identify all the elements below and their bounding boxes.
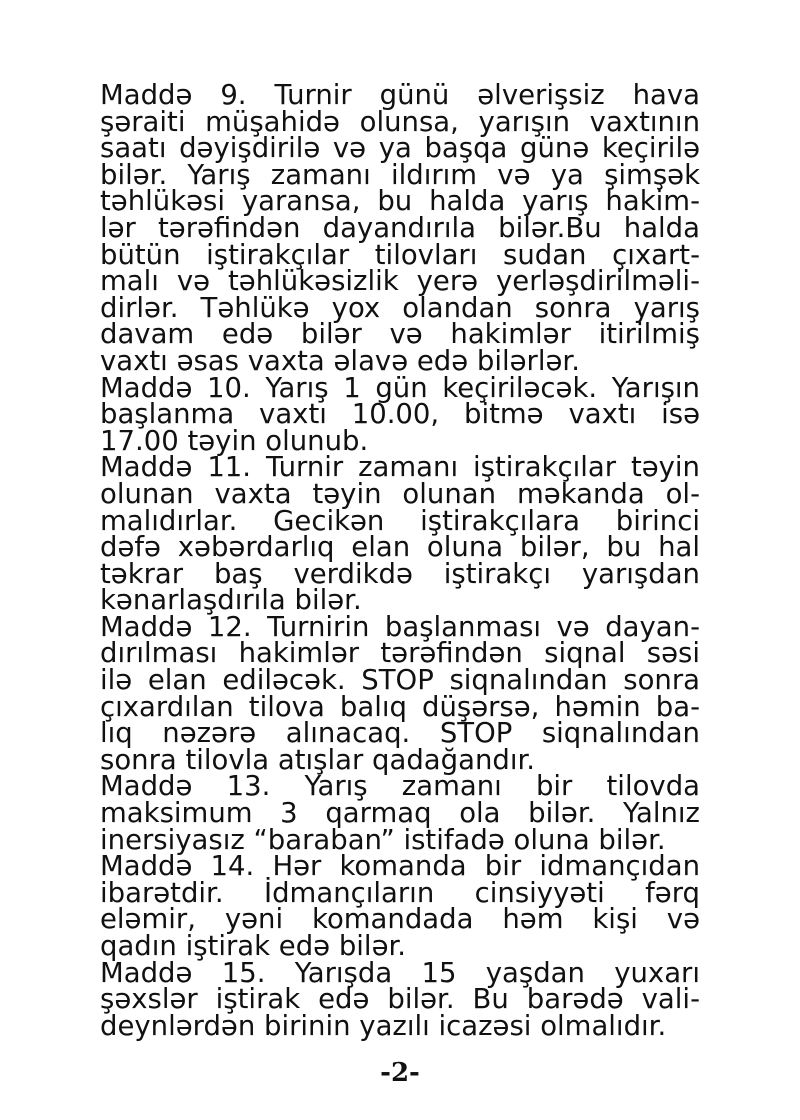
text-line: deynlərdən birinin yazılı icazəsi olmalıdır. (100, 1009, 667, 1042)
text-line: təhlükəsi yaransa, bu halda yarış hakim- (100, 185, 700, 218)
document-body (100, 79, 700, 1042)
text-line: Maddə 11. Turnir zamanı iştirakçılar təyin (100, 451, 700, 484)
article-10 (100, 371, 700, 457)
text-line: dırılması hakimlər tərəfindən siqnal səsi (100, 637, 700, 670)
text-line: çıxardılan tilova balıq düşərsə, həmin ba- (100, 690, 700, 723)
text-line: Maddə 14. Hər komanda bir idmançıdan (100, 850, 700, 883)
page-number: -2- (380, 1058, 420, 1088)
text-line: malı və təhlükəsizlik yerə yerləşdirilməli- (100, 265, 700, 298)
text-line: davam edə bilər və hakimlər itirilmiş (100, 318, 700, 351)
text-line: Maddə 12. Turnirin başlanması və dayan- (100, 610, 700, 643)
text-line: olunan vaxta təyin olunan məkanda ol- (100, 477, 700, 510)
text-line: Maddə 10. Yarış 1 gün keçiriləcək. Yarışın (100, 371, 700, 404)
text-line: təkrar baş verdikdə iştirakçı yarışdan (100, 557, 700, 590)
text-line: şəraiti müşahidə olunsa, yarışın vaxtının (100, 105, 700, 138)
text-line: başlanma vaxtı 10.00, bitmə vaxtı isə (100, 398, 700, 431)
text-line: Maddə 13. Yarış zamanı bir tilovda (100, 770, 700, 803)
text-line: şəxslər iştirak edə bilər. Bu barədə vali- (100, 983, 700, 1016)
text-line: bütün iştirakçılar tilovları sudan çıxart- (100, 238, 700, 271)
text-line: sonra tilovla atışlar qadağandır. (100, 743, 535, 776)
text-line: malıdırlar. Gecikən iştirakçılara birinci (100, 504, 700, 537)
text-line: vaxtı əsas vaxta əlavə edə bilərlər. (100, 344, 580, 377)
text-line: lər tərəfindən dayandırıla bilər.Bu halda (100, 211, 700, 244)
text-line: inersiyasız “baraban” istifadə oluna bilər. (100, 823, 666, 856)
text-line: qadın iştirak edə bilər. (100, 930, 407, 962)
text-line: maksimum 3 qarmaq ola bilər. Yalnız (100, 797, 700, 830)
article-12 (100, 610, 700, 776)
text-line: Maddə 9. Turnir günü əlverişsiz hava (100, 79, 700, 111)
text-line: ilə elan ediləcək. STOP siqnalından sonra (100, 664, 700, 697)
text-line: lıq nəzərə alınacaq. STOP siqnalından (100, 717, 700, 750)
article-13 (100, 770, 700, 856)
text-line: eləmir, yəni komandada həm kişi və (100, 903, 700, 936)
text-line: ibarətdir. İdmançıların cinsiyyəti fərq (100, 876, 700, 909)
article-11 (100, 451, 700, 617)
text-line: 17.00 təyin olunub. (100, 424, 369, 457)
article-9 (100, 79, 700, 377)
text-line: saatı dəyişdirilə və ya başqa günə keçirilə (100, 132, 700, 165)
text-line: Maddə 15. Yarışda 15 yaşdan yuxarı (100, 956, 700, 989)
article-15 (100, 956, 700, 1042)
text-line: dəfə xəbərdarlıq elan oluna bilər, bu hal (100, 531, 700, 564)
text-line: bilər. Yarış zamanı ildırım və ya şimşək (100, 158, 700, 191)
article-14 (100, 850, 700, 962)
text-line: kənarlaşdırıla bilər. (100, 584, 362, 617)
text-line: dirlər. Təhlükə yox olandan sonra yarış (100, 291, 700, 324)
